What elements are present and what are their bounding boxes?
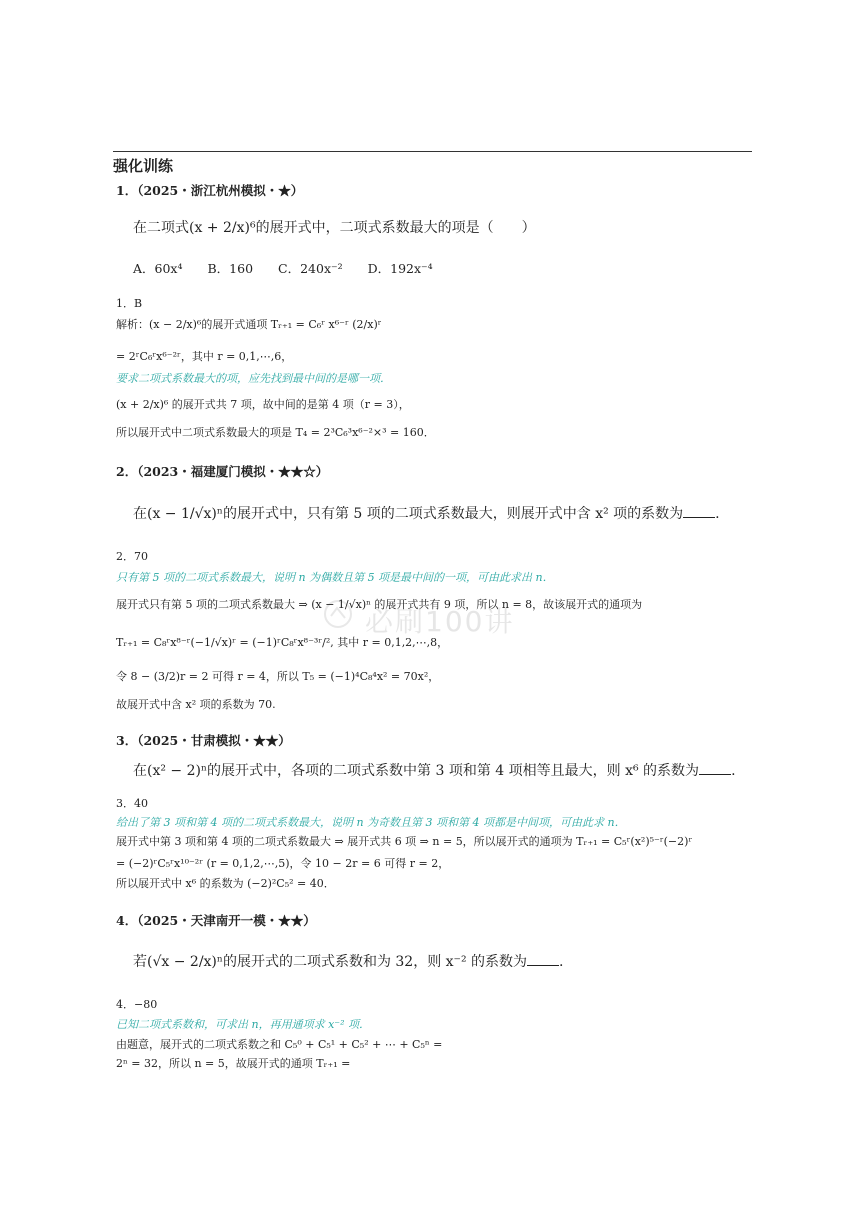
answer-blank[interactable] [683, 505, 715, 518]
answer-blank[interactable] [699, 762, 731, 775]
section-title: 强化训练 [113, 157, 174, 175]
answer-2-line-4: 故展开式中含 x² 项的系数为 70. [116, 698, 276, 711]
answer-3-number: 3．40 [116, 797, 148, 810]
answer-4-hint: 已知二项式系数和，可求出 n，再用通项求 x⁻² 项． [116, 1018, 370, 1031]
question-1-options: A．60x⁴ B．160 C．240x⁻² D．192x⁻⁴ [133, 261, 433, 276]
question-3-stem [133, 762, 736, 778]
answer-2-hint: 只有第 5 项的二项式系数最大，说明 n 为偶数且第 5 项是最中间的一项，可由此求出 n． [116, 571, 554, 584]
watermark-text: 必刷100讲 [365, 605, 515, 638]
answer-3-hint: 给出了第 3 项和第 4 项的二项式系数最大，说明 n 为奇数且第 3 项和第 4 项都是中间项，可由此求 n． [116, 816, 626, 829]
question-1-heading: 1．（2025・浙江杭州模拟・★） [116, 183, 304, 198]
question-2-period: . [715, 506, 720, 522]
answer-3-line-3: 所以展开式中 x⁶ 的系数为 (−2)²C₅² = 40． [116, 877, 335, 890]
answer-2-number: 2．70 [116, 550, 148, 563]
question-3-heading: 3．（2025・甘肃模拟・★★） [116, 733, 291, 748]
question-4-heading: 4．（2025・天津南开一模・★★） [116, 913, 316, 928]
answer-1-number: 1．B [116, 297, 143, 310]
answer-blank[interactable] [527, 953, 559, 966]
answer-1-line-2: = 2ʳC₆ʳx⁶⁻²ʳ，其中 r = 0,1,⋯,6， [116, 350, 293, 363]
question-4-period: . [559, 954, 564, 970]
question-2-heading: 2．（2023・福建厦门模拟・★★☆） [116, 464, 329, 479]
answer-4-line-1: 由题意，展开式的二项式系数之和 C₅⁰ + C₅¹ + C₅² + ⋯ + C₅ⁿ = [116, 1038, 443, 1051]
question-2-stem [133, 505, 720, 521]
answer-2-line-2: Tᵣ₊₁ = C₈ʳx⁸⁻ʳ(−1/√x)ʳ = (−1)ʳC₈ʳx⁸⁻³ʳ/², 其中 r = 0,1,2,⋯,8， [116, 636, 449, 649]
answer-4-line-2: 2ⁿ = 32，所以 n = 5，故展开式的通项 Tᵣ₊₁ = [116, 1057, 351, 1070]
answer-1-hint: 要求二项式系数最大的项，应先找到最中间的是哪一项． [116, 372, 391, 385]
header-rule [113, 151, 752, 152]
question-2-text: 在(x − 1/√x)ⁿ的展开式中，只有第 5 项的二项式系数最大，则展开式中含 x² 项的系数为 [133, 506, 684, 522]
answer-2-line-3: 令 8 − (3/2)r = 2 可得 r = 4，所以 T₅ = (−1)⁴C₈⁴x² = 70x²， [116, 670, 440, 683]
question-1-stem: 在二项式(x + 2/x)⁶的展开式中，二项式系数最大的项是（ ） [133, 220, 536, 236]
answer-1-line-4: 所以展开式中二项式系数最大的项是 T₄ = 2³C₆³x⁶⁻²×³ = 160． [116, 426, 435, 439]
question-3-text: 在(x² − 2)ⁿ的展开式中，各项的二项式系数中第 3 项和第 4 项相等且最大，则 x⁶ 的系数为 [133, 763, 700, 779]
answer-4-number: 4．−80 [116, 998, 158, 1011]
answer-2-line-1: 展开式只有第 5 项的二项式系数最大 ⇒ (x − 1/√x)ⁿ 的展开式共有 9 项，所以 n = 8，故该展开式的通项为 [116, 598, 643, 611]
answer-3-line-1: 展开式中第 3 项和第 4 项的二项式系数最大 ⇒ 展开式共 6 项 ⇒ n = 5，所以展开式的通项为 Tᵣ₊₁ = C₅ʳ(x²)⁵⁻ʳ(−2)ʳ [116, 835, 693, 848]
answer-3-line-2: = (−2)ʳC₅ʳx¹⁰⁻²ʳ (r = 0,1,2,⋯,5)，令 10 − 2r = 6 可得 r = 2， [116, 857, 450, 870]
question-4-stem [133, 953, 563, 969]
question-3-period: . [731, 763, 736, 779]
question-4-text: 若(√x − 2/x)ⁿ的展开式的二项式系数和为 32，则 x⁻² 的系数为 [133, 954, 528, 970]
answer-1-line-3: (x + 2/x)⁶ 的展开式共 7 项，故中间的是第 4 项（r = 3）， [116, 398, 410, 411]
answer-1-line-1: 解析：(x − 2/x)⁶的展开式通项 Tᵣ₊₁ = C₆ʳ x⁶⁻ʳ (2/x)ʳ [116, 318, 382, 331]
